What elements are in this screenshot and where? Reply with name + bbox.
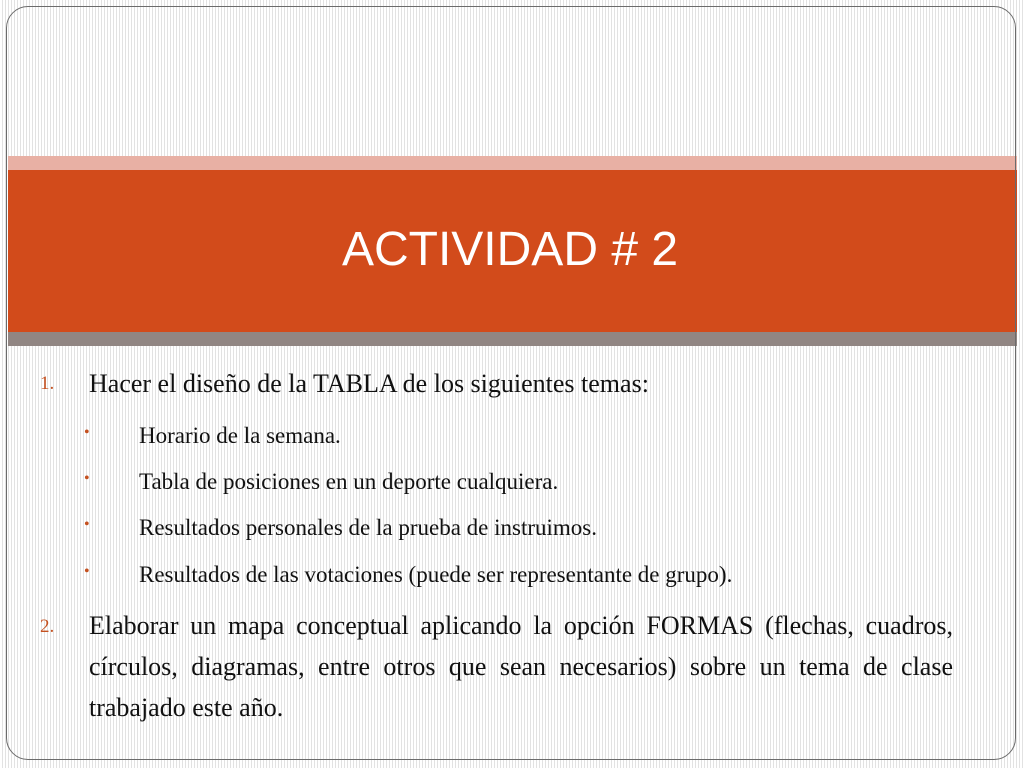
bullet-4: • [84, 563, 90, 580]
sub-item-2: Tabla de posiciones en un deporte cualquiera. [139, 469, 559, 494]
bullet-1: • [84, 424, 90, 441]
sub-item-1: Horario de la semana. [139, 423, 341, 448]
bullet-2: • [84, 470, 90, 487]
bullet-3: • [84, 516, 90, 533]
sub-item-3: Resultados personales de la prueba de instruimos. [139, 515, 597, 540]
list-number-2: 2. [40, 616, 55, 637]
slide-title-text: ACTIVIDAD # 2 [341, 223, 679, 276]
sub-item-4: Resultados de las votaciones (puede ser representante de grupo). [139, 562, 733, 587]
list-number-1: 1. [40, 373, 55, 394]
list-item-2-text: Elaborar un mapa conceptual aplicando la opción FORMAS (flechas, cuadros, círculos, diagramas, entre otros que sean necesarios) sobre un tema de clase trabajado este año. [89, 611, 953, 722]
list-item-1-text: Hacer el diseño de la TABLA de los siguientes temas: [89, 369, 649, 398]
